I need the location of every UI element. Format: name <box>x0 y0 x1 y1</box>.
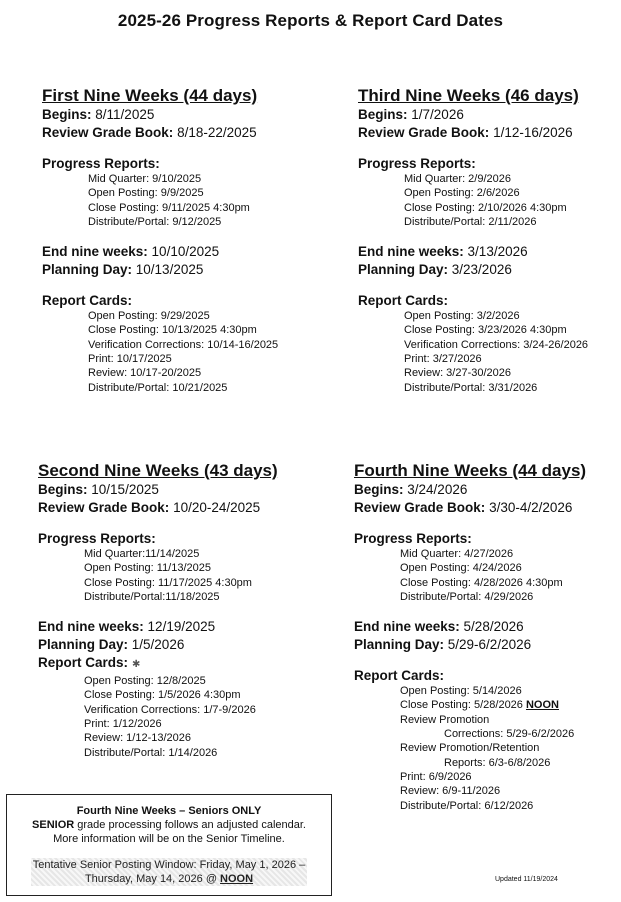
planning-day-line: Planning Day: 3/23/2026 <box>358 262 512 278</box>
report-item: Review: 10/17-20/2025 <box>88 367 202 380</box>
planning-day-line: Planning Day: 1/5/2026 <box>38 637 185 653</box>
report-item: Review Promotion/Retention <box>400 742 540 755</box>
report-item: Reports: 6/3-6/8/2026 <box>444 756 551 769</box>
report-item: Open Posting: 9/29/2025 <box>88 310 210 323</box>
review-grade-book-line: Review Grade Book: 3/30-4/2/2026 <box>354 500 573 515</box>
senior-notice-box <box>6 794 332 896</box>
senior-notice-line: More information will be on the Senior Timeline. <box>53 833 285 845</box>
quarter-title: Third Nine Weeks (46 days) <box>358 86 579 105</box>
report-item: Close Posting: 3/23/2026 4:30pm <box>404 324 567 337</box>
end-nine-weeks-line: End nine weeks: 3/13/2026 <box>358 244 528 260</box>
report-item: Verification Corrections: 10/14-16/2025 <box>88 338 279 351</box>
quarter-title: Second Nine Weeks (43 days) <box>38 461 278 480</box>
report-item: Print: 3/27/2026 <box>404 353 482 366</box>
progress-item: Close Posting: 2/10/2026 4:30pm <box>404 201 567 214</box>
begins-line: Begins: 1/7/2026 <box>358 107 464 122</box>
senior-notice-title: Fourth Nine Weeks – Seniors ONLY <box>76 805 262 817</box>
end-nine-weeks-line: End nine weeks: 5/28/2026 <box>354 619 524 635</box>
progress-reports-heading: Progress Reports: <box>354 531 472 546</box>
end-nine-weeks-line: End nine weeks: 10/10/2025 <box>42 244 220 260</box>
report-item: Close Posting: 5/28/2026 NOON <box>400 699 559 712</box>
report-item: Open Posting: 5/14/2026 <box>400 685 522 698</box>
review-grade-book-line: Review Grade Book: 10/20-24/2025 <box>38 500 261 515</box>
report-item: Close Posting: 1/5/2026 4:30pm <box>84 689 241 702</box>
progress-item: Mid Quarter: 9/10/2025 <box>88 173 202 185</box>
progress-item: Close Posting: 11/17/2025 4:30pm <box>84 576 252 589</box>
progress-item: Mid Quarter: 2/9/2026 <box>404 173 512 185</box>
begins-line: Begins: 3/24/2026 <box>354 482 468 497</box>
progress-reports-heading: Progress Reports: <box>42 156 160 171</box>
report-item: Review: 1/12-13/2026 <box>84 732 192 745</box>
report-item: Print: 6/9/2026 <box>400 770 472 783</box>
review-grade-book-line: Review Grade Book: 1/12-16/2026 <box>358 125 573 140</box>
tentative-window: Tentative Senior Posting Window: Friday, May 1, 2026 – Thursday, May 14, 2026 @ NOON <box>32 859 306 885</box>
report-item: Open Posting: 3/2/2026 <box>404 310 520 323</box>
senior-notice-line: SENIOR grade processing follows an adjusted calendar. <box>32 819 306 831</box>
asterisk-mark-icon: ✱ <box>132 659 141 671</box>
report-item: Verification Corrections: 1/7-9/2026 <box>84 703 256 716</box>
progress-item: Distribute/Portal: 9/12/2025 <box>88 215 222 228</box>
report-cards-heading: Report Cards: ✱ <box>38 655 141 671</box>
quarter-second <box>38 461 323 760</box>
progress-item: Close Posting: 9/11/2025 4:30pm <box>88 201 250 214</box>
planning-day-line: Planning Day: 5/29-6/2/2026 <box>354 637 532 653</box>
progress-reports-heading: Progress Reports: <box>38 531 156 546</box>
progress-item: Open Posting: 11/13/2025 <box>84 562 212 575</box>
report-cards-heading: Report Cards: <box>354 668 445 684</box>
report-item: Distribute/Portal: 6/12/2026 <box>400 799 534 812</box>
quarter-title: Fourth Nine Weeks (44 days) <box>354 461 587 480</box>
report-item: Review: 3/27-30/2026 <box>404 367 512 380</box>
report-cards-heading: Report Cards: <box>42 293 133 309</box>
progress-item: Distribute/Portal: 4/29/2026 <box>400 590 534 603</box>
report-item: Distribute/Portal: 10/21/2025 <box>88 381 228 394</box>
report-item: Distribute/Portal: 3/31/2026 <box>404 381 538 394</box>
quarter-fourth <box>354 461 621 813</box>
updated-date: Updated 11/19/2024 <box>495 876 558 883</box>
progress-item: Open Posting: 2/6/2026 <box>404 187 520 200</box>
progress-item: Mid Quarter: 4/27/2026 <box>400 548 514 560</box>
progress-reports-heading: Progress Reports: <box>358 156 476 171</box>
planning-day-line: Planning Day: 10/13/2025 <box>42 262 204 278</box>
progress-item: Open Posting: 9/9/2025 <box>88 187 204 200</box>
report-item: Corrections: 5/29-6/2/2026 <box>444 728 575 741</box>
report-item: Distribute/Portal: 1/14/2026 <box>84 746 218 759</box>
report-item: Review Promotion <box>400 713 490 726</box>
report-item: Print: 10/17/2025 <box>88 353 172 366</box>
progress-item: Mid Quarter:11/14/2025 <box>84 548 200 560</box>
quarter-third <box>358 86 621 395</box>
report-item: Review: 6/9-11/2026 <box>400 785 501 798</box>
report-item: Print: 1/12/2026 <box>84 718 162 731</box>
progress-item: Distribute/Portal:11/18/2025 <box>84 590 220 603</box>
report-item: Verification Corrections: 3/24-26/2026 <box>404 338 589 351</box>
begins-line: Begins: 10/15/2025 <box>38 482 159 497</box>
report-item: Open Posting: 12/8/2025 <box>84 675 206 688</box>
report-cards-heading: Report Cards: <box>358 293 449 309</box>
review-grade-book-line: Review Grade Book: 8/18-22/2025 <box>42 125 257 140</box>
quarter-title: First Nine Weeks (44 days) <box>42 86 258 105</box>
quarter-first <box>42 86 327 395</box>
progress-item: Close Posting: 4/28/2026 4:30pm <box>400 576 563 589</box>
progress-item: Distribute/Portal: 2/11/2026 <box>404 215 537 228</box>
noon-label: NOON <box>525 699 559 712</box>
progress-item: Open Posting: 4/24/2026 <box>400 562 522 575</box>
report-item: Close Posting: 10/13/2025 4:30pm <box>88 324 257 337</box>
page-title: 2025-26 Progress Reports & Report Card Dates <box>117 11 504 30</box>
begins-line: Begins: 8/11/2025 <box>42 107 155 122</box>
end-nine-weeks-line: End nine weeks: 12/19/2025 <box>38 619 216 635</box>
